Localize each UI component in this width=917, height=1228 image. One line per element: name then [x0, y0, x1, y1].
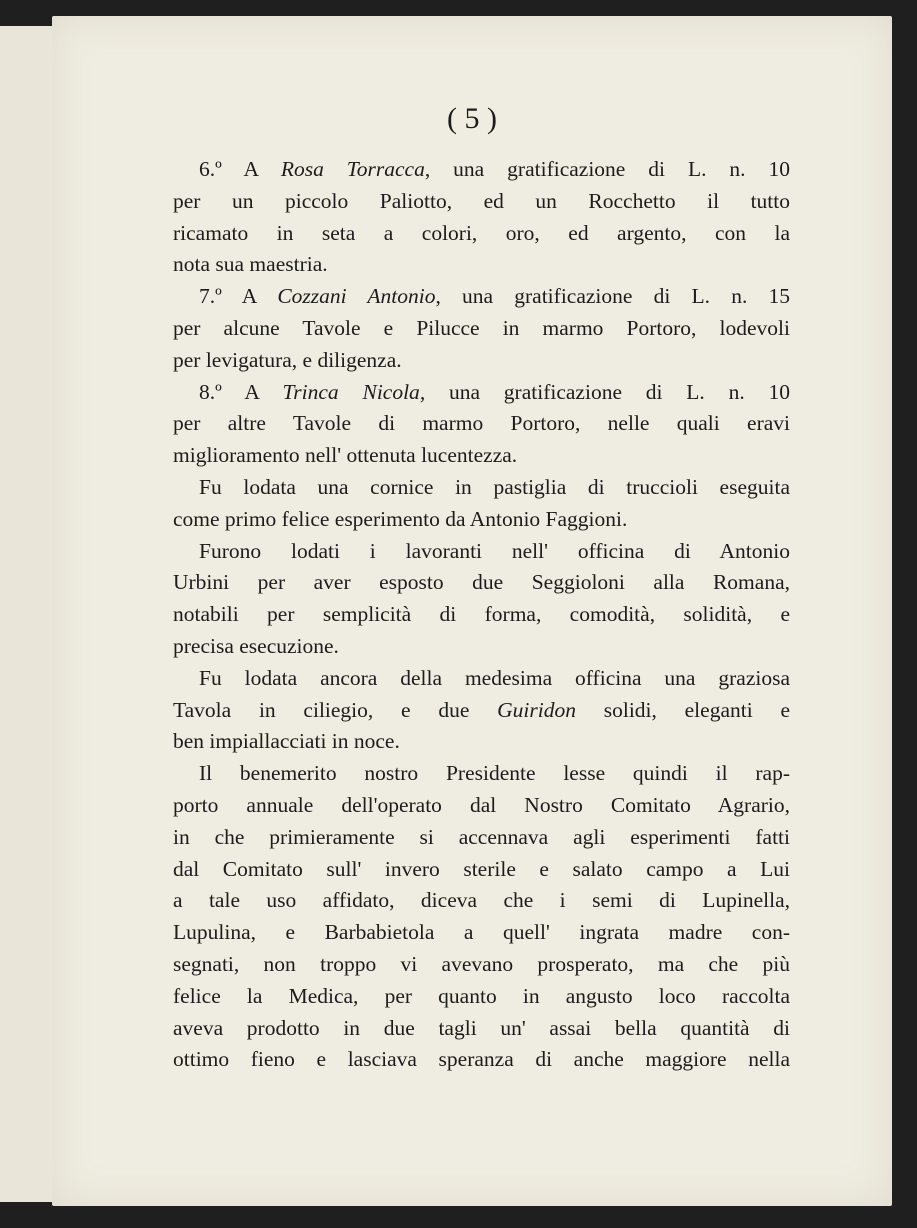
- text-line: in che primieramente si accennava agli esperimenti fatti: [173, 824, 790, 849]
- text-line: per alcune Tavole e Pilucce in marmo Portoro, lodevoli: [173, 315, 790, 340]
- text-line: Urbini per aver esposto due Seggioloni alla Romana,: [173, 570, 790, 595]
- paragraph-4: [173, 472, 790, 536]
- text-line: miglioramento nell' ottenuta lucentezza.: [173, 443, 518, 468]
- italic-name: Guiridon: [497, 697, 576, 722]
- text-line: 6.º A Rosa Torracca, una gratificazione di L. n. 10: [199, 157, 790, 181]
- text-line: felice la Medica, per quanto in angusto loco raccolta: [173, 983, 790, 1008]
- text-line: per levigatura, e diligenza.: [173, 347, 402, 372]
- text-line: Fu lodata una cornice in pastiglia di truccioli eseguita: [199, 474, 790, 499]
- text-line: Il benemerito nostro Presidente lesse quindi il rap-: [199, 761, 790, 786]
- text-line: per un piccolo Paliotto, ed un Rocchetto il tutto: [173, 188, 790, 213]
- paragraph-2: [173, 281, 790, 376]
- paragraph-5: [173, 536, 790, 663]
- paragraph-6: [173, 663, 790, 758]
- text-line: notabili per semplicità di forma, comodità, solidità, e: [173, 602, 790, 627]
- text-line: ottimo fieno e lasciava speranza di anche maggiore nella: [173, 1047, 790, 1072]
- text-line: ricamato in seta a colori, oro, ed argento, con la: [173, 220, 790, 245]
- page-number: ( 5 ): [447, 102, 497, 135]
- paragraph-7: [173, 758, 790, 1076]
- body-text: [173, 154, 790, 1076]
- text-line: Tavola in ciliegio, e due Guiridon solidi, eleganti e: [173, 697, 790, 722]
- text-line: Fu lodata ancora della medesima officina una graziosa: [199, 665, 790, 690]
- text-line: ben impiallacciati in noce.: [173, 729, 400, 754]
- text-line: aveva prodotto in due tagli un' assai bella quantità di: [173, 1015, 790, 1040]
- text-line: per altre Tavole di marmo Portoro, nelle quali eravi: [173, 411, 790, 436]
- text-line: come primo felice esperimento da Antonio Faggioni.: [173, 506, 628, 531]
- text-line: 7.º A Cozzani Antonio, una gratificazione di L. n. 15: [199, 284, 790, 309]
- text-line: Lupulina, e Barbabietola a quell' ingrata madre con-: [173, 920, 790, 945]
- text-line: a tale uso affidato, diceva che i semi di Lupinella,: [173, 888, 790, 913]
- text-line: 8.º A Trinca Nicola, una gratificazione di L. n. 10: [199, 379, 791, 404]
- paragraph-3: [173, 377, 790, 472]
- text-line: nota sua maestria.: [173, 252, 328, 277]
- italic-name: Cozzani Antonio: [277, 284, 436, 309]
- text-line: porto annuale dell'operato dal Nostro Comitato Agrario,: [173, 792, 790, 817]
- text-line: dal Comitato sull' invero sterile e salato campo a Lui: [173, 856, 790, 881]
- text-line: Furono lodati i lavoranti nell' officina di Antonio: [199, 538, 790, 563]
- italic-name: Rosa Torracca: [280, 157, 425, 181]
- paragraph-1: [173, 154, 790, 281]
- book-page: [52, 16, 892, 1206]
- italic-name: Trinca Nicola: [282, 379, 420, 404]
- text-line: precisa esecuzione.: [173, 633, 339, 658]
- text-line: segnati, non troppo vi avevano prosperato, ma che più: [173, 951, 790, 976]
